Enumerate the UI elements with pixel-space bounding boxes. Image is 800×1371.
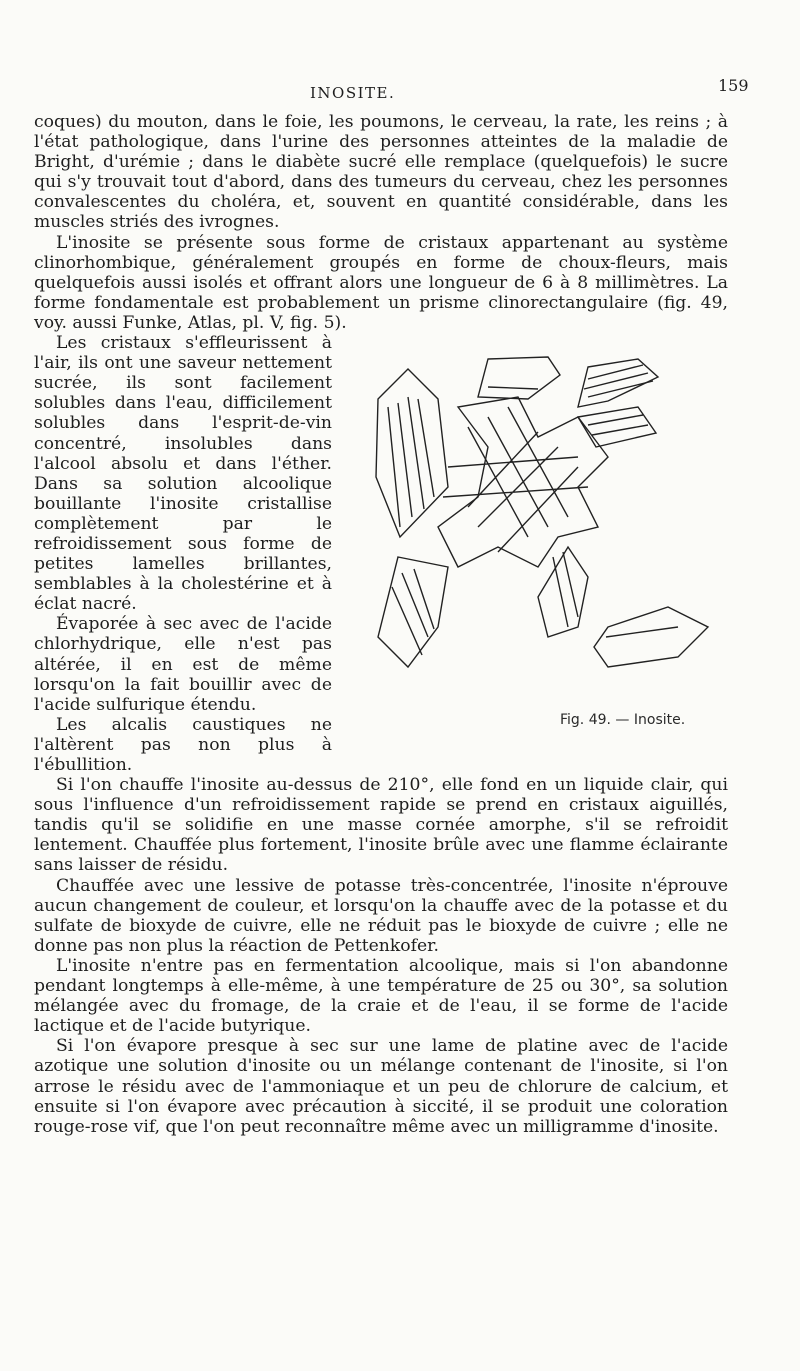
paragraph-6: Si l'on chauffe l'inosite au-dessus de 210°, elle fond en un liquide clair, qui sous l'influence d'un refroidissement rapide se prend en cristaux aiguillés, tandis qu'il se solidifie en une masse cornée amorphe, s'il se refroidit lentement. Chauffée plus fortement, l'inosite brûle avec une flamme éclairante sans laisser de résidu. — [34, 775, 728, 876]
inosite-crystals-illustration — [338, 337, 748, 739]
page-number: 159 — [718, 76, 749, 95]
crystal-plate-bottom — [594, 607, 708, 667]
crystal-prism-left — [376, 369, 448, 537]
paragraph-5: Les alcalis caustiques ne l'altèrent pas non plus à l'ébullition. — [34, 714, 332, 775]
figure-caption: Fig. 49. — Inosite. — [560, 712, 686, 729]
paragraph-4: Évaporée à sec avec de l'acide chlorhydrique, elle n'est pas altérée, il en est de même lorsqu'on la fait bouillir avec de l'acide sulfurique étendu. — [34, 614, 332, 715]
crystal-plate-top — [478, 357, 560, 399]
crystal-cluster-center — [378, 397, 608, 667]
paragraph-2: L'inosite se présente sous forme de cristaux appartenant au système clinorhombique, généralement groupés en forme de choux-fleurs, mais quelquefois aussi isolés et offrant alors une longueur de 6 à 8 millimètres. La forme fondamentale est probablement un prisme clinorectangulaire (fig. 49, voy. aussi Funke, Atlas, pl. V, fig. 5). — [34, 232, 728, 333]
figure-49 — [338, 337, 748, 739]
paragraph-1: coques) du mouton, dans le foie, les poumons, le cerveau, la rate, les reins ; à l'état pathologique, dans l'urine des personnes atteintes de la maladie de Bright, d'urémie ; dans le diabète sucré elle remplace (quelquefois) le sucre qui s'y trouvait tout d'abord, dans des tumeurs du cerveau, chez les personnes convalescentes du choléra, et, souvent en quantité considérable, dans les muscles striés des ivrognes. — [34, 112, 728, 233]
running-title: INOSITE. — [310, 84, 396, 102]
paragraph-3: Les cristaux s'effleurissent à l'air, ils ont une saveur nettement sucrée, ils sont facilement solubles dans l'eau, difficilement solubles dans l'esprit-de-vin concentré, insolubles dans l'alcool absolu et dans l'éther. Dans sa solution alcoolique bouillante l'inosite cristallise complètement par le refroidissement sous forme de petites lamelles brillantes, semblables à la cholestérine et à éclat nacré. — [34, 333, 332, 615]
paragraph-7: Chauffée avec une lessive de potasse très-concentrée, l'inosite n'éprouve aucun changement de couleur, et lorsqu'on la chauffe avec de la potasse et du sulfate de bioxyde de cuivre, elle ne réduit pas le bioxyde de cuivre ; elle ne donne pas non plus la réaction de Pettenkofer. — [34, 875, 728, 956]
paragraph-9: Si l'on évapore presque à sec sur une lame de platine avec de l'acide azotique une solution d'inosite ou un mélange contenant de l'inosite, si l'on arrose le résidu avec de l'ammoniaque et un peu de chlorure de calcium, et ensuite si l'on évapore avec précaution à siccité, il se produit une coloration rouge-rose vif, que l'on peut reconnaître même avec un milligramme d'inosite. — [34, 1036, 728, 1137]
body-text — [34, 112, 728, 1137]
paragraph-8: L'inosite n'entre pas en fermentation alcoolique, mais si l'on abandonne pendant longtemps à elle-même, à une température de 25 ou 30°, sa solution mélangée avec du fromage, de la craie et de l'eau, il se forme de l'acide lactique et de l'acide butyrique. — [34, 955, 728, 1037]
